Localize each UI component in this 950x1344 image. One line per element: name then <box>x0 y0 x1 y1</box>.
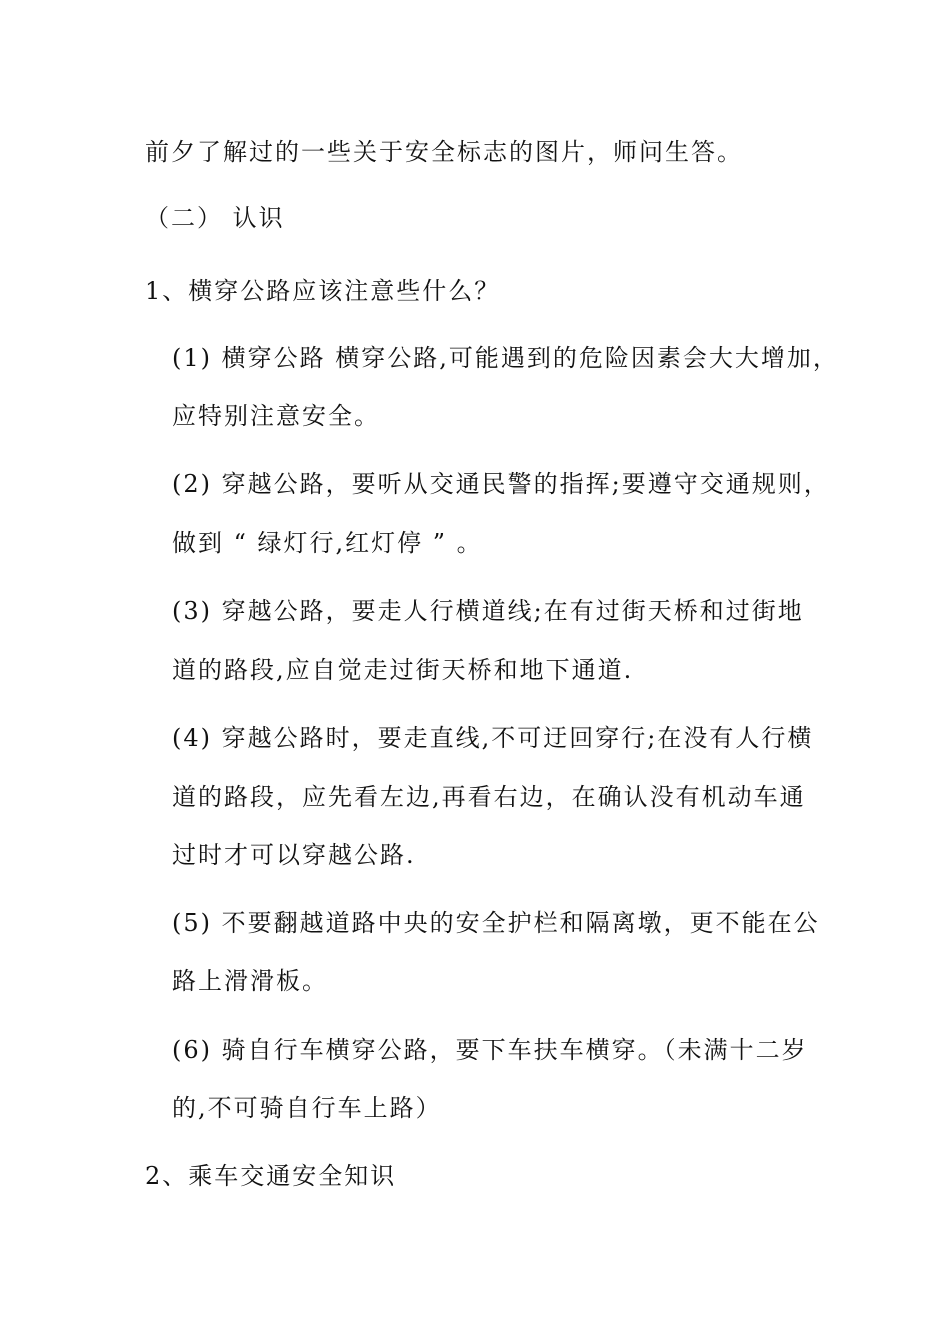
list-item-6-line-2: 的,不可骑自行车上路） <box>172 1094 442 1122</box>
list-item-5-line-2: 路上滑滑板。 <box>172 967 328 995</box>
list-item-4-line-1: (4) 穿越公路时，要走直线,不可迂回穿行;在没有人行横 <box>172 724 814 752</box>
question-heading-2: 2、乘车交通安全知识 <box>145 1162 397 1190</box>
list-item-5-line-1: (5) 不要翻越道路中央的安全护栏和隔离墩，更不能在公 <box>172 909 820 937</box>
list-item-1-line-1: (1) 横穿公路 横穿公路,可能遇到的危险因素会大大增加， <box>172 344 839 372</box>
list-item-4-line-2: 道的路段，应先看左边,再看右边，在确认没有机动车通 <box>172 783 806 811</box>
section-heading: （二） 认识 <box>145 204 285 232</box>
list-item-1-line-2: 应特别注意安全。 <box>172 402 380 430</box>
question-heading: 1、横穿公路应该注意些什么？ <box>145 277 501 305</box>
list-item-4-line-3: 过时才可以穿越公路. <box>172 841 416 869</box>
text-line: 前夕了解过的一些关于安全标志的图片，师问生答。 <box>145 138 743 166</box>
list-item-3-line-2: 道的路段,应自觉走过街天桥和地下通道. <box>172 656 634 684</box>
list-item-6-line-1: (6) 骑自行车横穿公路，要下车扶车横穿。（未满十二岁 <box>172 1036 808 1064</box>
list-item-2-line-2: 做到 “ 绿灯行,红灯停 ” 。 <box>172 529 483 557</box>
list-item-2-line-1: (2) 穿越公路，要听从交通民警的指挥;要遵守交通规则， <box>172 470 830 498</box>
list-item-3-line-1: (3) 穿越公路，要走人行横道线;在有过街天桥和过街地 <box>172 597 804 625</box>
